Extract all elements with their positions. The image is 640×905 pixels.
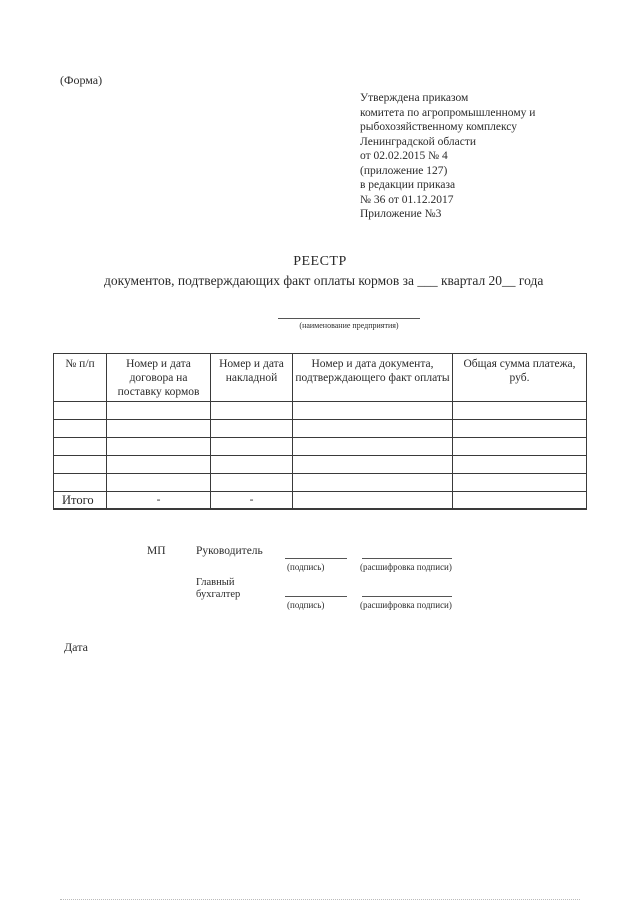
table-row: [54, 456, 587, 474]
table-cell: [211, 438, 293, 456]
header-contract: Номер и дата договора на поставку кормов: [107, 354, 211, 402]
table-row: [54, 474, 587, 492]
table-cell: [293, 402, 453, 420]
table-cell: [54, 420, 107, 438]
accountant-decoding-line: [362, 596, 452, 597]
table-cell: [54, 456, 107, 474]
header-total-sum: Общая сумма платежа, руб.: [453, 354, 587, 402]
accountant-label: [196, 577, 240, 601]
table-total-row: [54, 492, 587, 510]
document-subtitle: документов, подтверждающих факт оплаты кормов за ___ квартал 20__ года: [104, 273, 544, 288]
header-invoice: Номер и дата накладной: [211, 354, 293, 402]
table-cell: [54, 438, 107, 456]
accountant-signature-line: [285, 596, 347, 597]
table-cell: [293, 474, 453, 492]
approval-line: рыбохозяйственному комплексу: [360, 121, 517, 133]
approval-line: № 36 от 01.12.2017: [360, 193, 454, 206]
table-header-row: [54, 354, 587, 402]
table-row: [54, 420, 587, 438]
total-sum-cell: [453, 492, 587, 510]
table-cell: [211, 456, 293, 474]
total-contract-cell: -: [107, 492, 211, 510]
table-row: [54, 438, 587, 456]
table-cell: [54, 474, 107, 492]
table-cell: [453, 456, 587, 474]
head-label: Руководитель: [196, 545, 263, 557]
table-cell: [211, 474, 293, 492]
accountant-label-line: Главный: [196, 577, 235, 588]
approval-block: [360, 91, 535, 222]
table-cell: [453, 402, 587, 420]
approval-line: Утверждена приказом: [360, 92, 469, 104]
accountant-label-line: бухгалтер: [196, 589, 241, 600]
date-label: Дата: [64, 640, 88, 654]
form-label: (Форма): [60, 73, 103, 87]
table-cell: [211, 420, 293, 438]
registry-table: [53, 353, 587, 510]
total-label: Итого: [54, 492, 107, 510]
table-cell: [293, 438, 453, 456]
table-cell: [293, 456, 453, 474]
approval-line: Ленинградской области: [360, 135, 477, 148]
table-cell: [107, 438, 211, 456]
organization-name-line: [278, 318, 420, 319]
document-title: РЕЕСТР: [293, 254, 347, 269]
table-cell: [453, 438, 587, 456]
table-cell: [211, 402, 293, 420]
table-cell: [453, 474, 587, 492]
table-cell: [107, 474, 211, 492]
organization-caption: (наименование предприятия): [299, 321, 399, 330]
total-payment-cell: [293, 492, 453, 510]
approval-line: от 02.02.2015 № 4: [360, 150, 448, 162]
total-invoice-cell: -: [211, 492, 293, 510]
header-number: № п/п: [54, 354, 107, 402]
accountant-decoding-caption: (расшифровка подписи): [360, 600, 452, 610]
approval-line: Приложение №3: [360, 208, 442, 220]
accountant-signature-caption: (подпись): [287, 600, 325, 610]
table-row: [54, 402, 587, 420]
head-signature-line: [285, 558, 347, 559]
table-cell: [107, 420, 211, 438]
head-decoding-caption: (расшифровка подписи): [360, 562, 452, 572]
approval-line: в редакции приказа: [360, 179, 456, 191]
head-signature-caption: (подпись): [287, 562, 325, 572]
stamp-label: МП: [147, 545, 166, 557]
table-cell: [107, 402, 211, 420]
approval-line: комитета по агропромышленному и: [360, 106, 536, 119]
table-cell: [453, 420, 587, 438]
table-cell: [107, 456, 211, 474]
header-payment-document: Номер и дата документа, подтверждающего факт оплаты: [293, 354, 453, 402]
approval-line: (приложение 127): [360, 164, 448, 177]
head-decoding-line: [362, 558, 452, 559]
table-cell: [293, 420, 453, 438]
footer-divider: [60, 899, 580, 900]
table-cell: [54, 402, 107, 420]
